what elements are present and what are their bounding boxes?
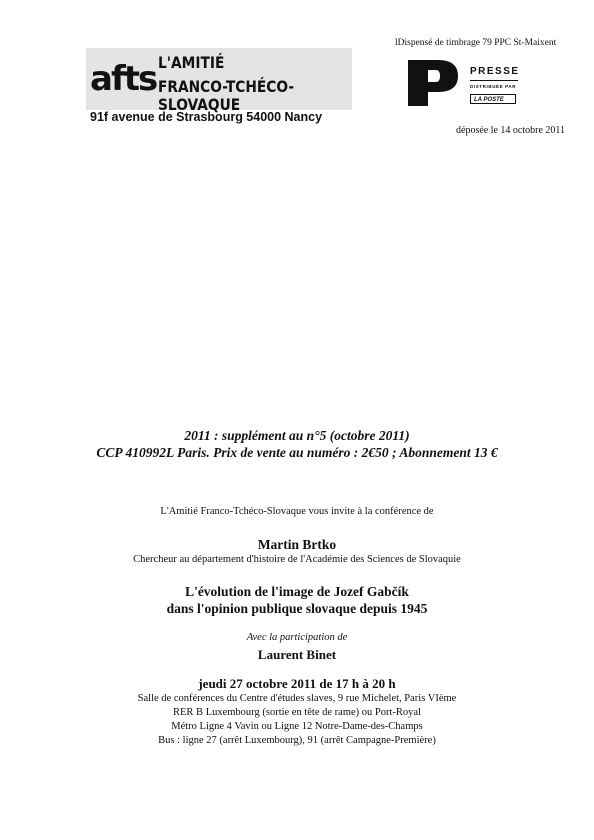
speaker-affiliation: Chercheur au département d'histoire de l'Académie des Sciences de Slovaquie (133, 554, 461, 565)
talk-title-line2: dans l'opinion publique slovaque depuis 1945 (166, 601, 428, 616)
price-line: CCP 410992L Paris. Prix de vente au numéro : 2€50 ; Abonnement 13 € (96, 445, 498, 460)
la-poste-label: LA POSTE (470, 94, 516, 104)
deposit-date: déposée le 14 octobre 2011 (456, 125, 566, 136)
venue-line: Salle de conférences du Centre d'études slaves, 9 rue Michelet, Paris VIème (137, 693, 457, 704)
logo-title-line1: L'AMITIÉ (158, 53, 225, 72)
speaker-name: Martin Brtko (257, 537, 337, 552)
rer-line: RER B Luxembourg (sortie en tête de rame) ou Port-Royal (173, 707, 421, 718)
event-datetime: jeudi 27 octobre 2011 de 17 h à 20 h (198, 676, 396, 691)
presse-label: PRESSE (470, 66, 520, 77)
talk-title-line1: L'évolution de l'image de Jozef Gabčík (185, 584, 409, 599)
participant-name: Laurent Binet (257, 647, 337, 662)
bus-line: Bus : ligne 27 (arrêt Luxembourg), 91 (arrêt Campagne-Première) (158, 735, 436, 746)
metro-line: Métro Ligne 4 Vavin ou Ligne 12 Notre-Dame-des-Champs (171, 721, 423, 732)
presse-divider (470, 80, 518, 81)
invitation-text: L'Amitié Franco-Tchéco-Slovaque vous invite à la conférence de (160, 506, 434, 517)
logo-mark: afts (90, 59, 157, 99)
presse-p-icon (404, 58, 460, 108)
logo-title-line2: FRANCO-TCHÉCO-SLOVAQUE (158, 77, 295, 114)
timbrage-note: lDispensé de timbrage 79 PPC St-Maixent (395, 38, 557, 48)
association-address: 91f avenue de Strasbourg 54000 Nancy (90, 110, 323, 124)
afts-logo (86, 48, 352, 114)
presse-distribuee-label: DISTRIBUÉE PAR (470, 84, 517, 89)
supplement-line: 2011 : supplément au n°5 (octobre 2011) (184, 428, 410, 443)
participation-label: Avec la participation de (246, 632, 348, 643)
